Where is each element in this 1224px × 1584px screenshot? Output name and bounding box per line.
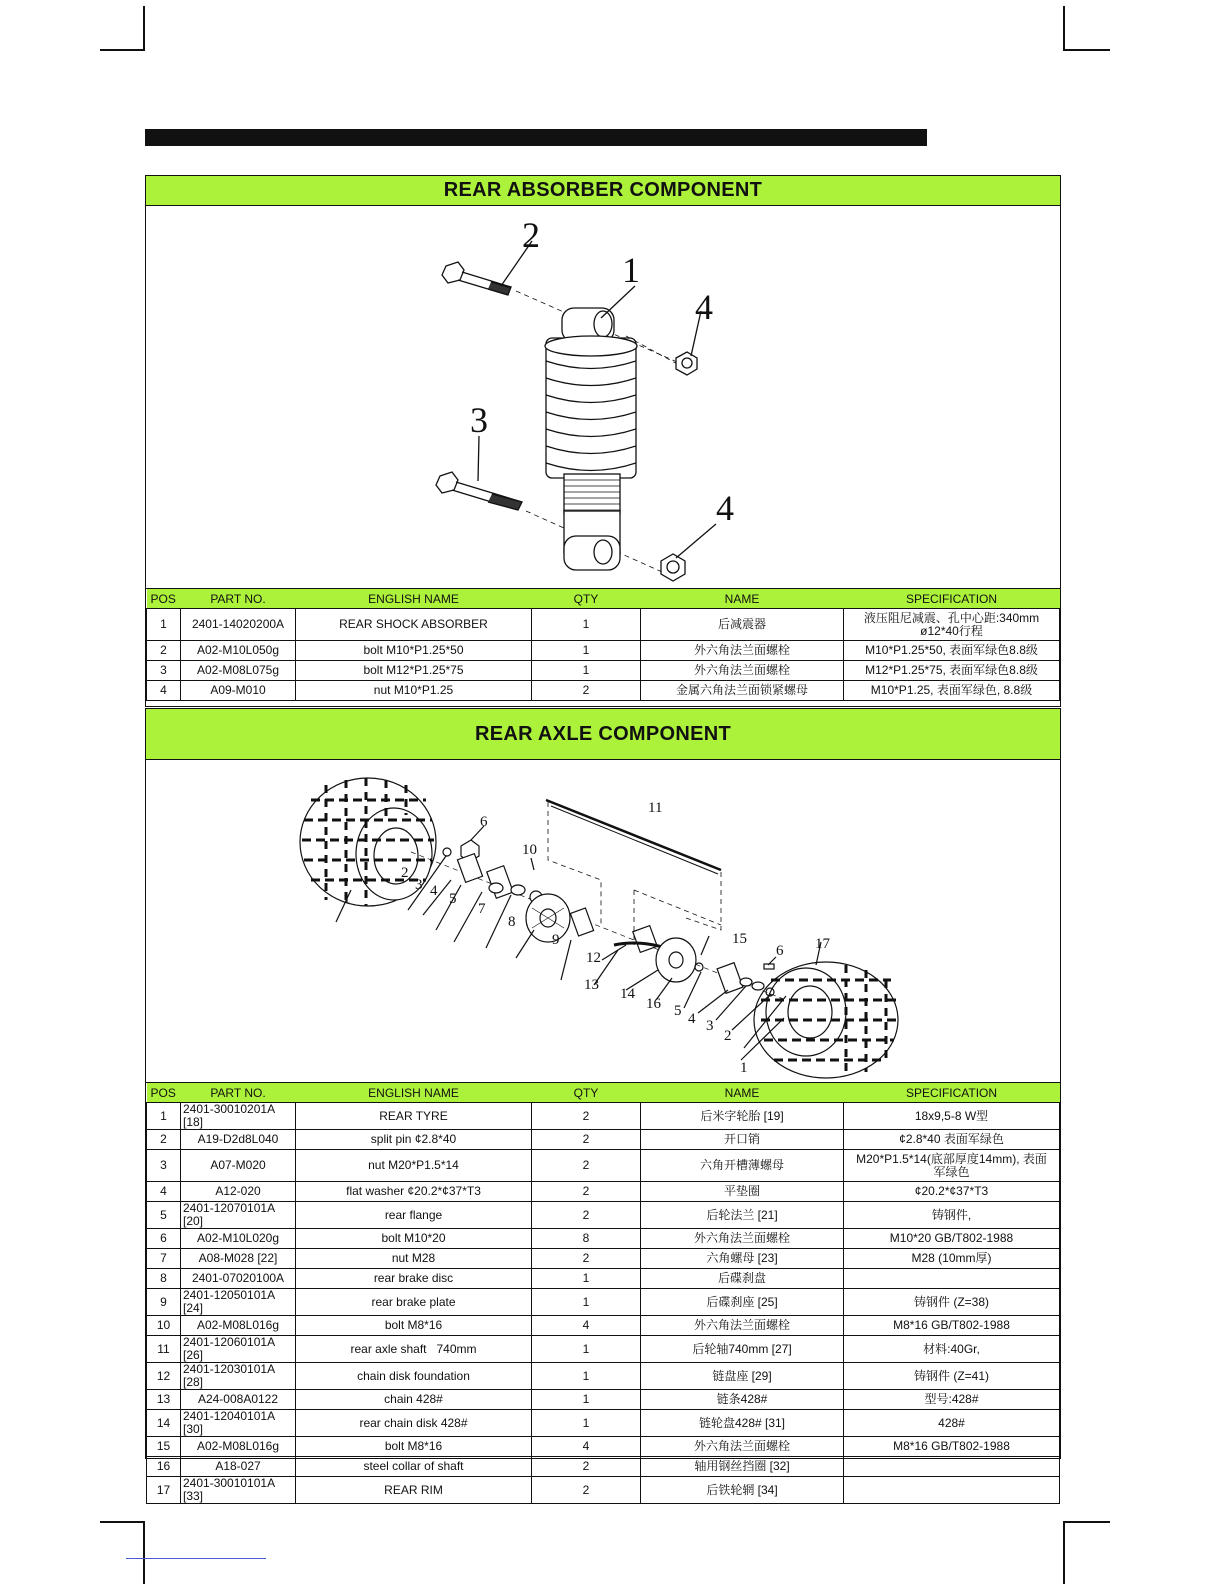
col-part-no: PART NO. xyxy=(181,589,296,609)
table-row: 2 A02-M10L050g bolt M10*P1.25*50 1 外六角法兰面螺栓 M10*P1.25*50, 表面军绿色8.8级 xyxy=(147,641,1060,661)
callout-16: 16 xyxy=(646,996,661,1012)
table-row: 9 2401-12050101A [24] rear brake plate 1 后碟刹座 [25] 铸钢件 (Z=38) xyxy=(147,1289,1060,1316)
callout-1: 1 xyxy=(622,250,640,290)
header-bar xyxy=(145,129,927,146)
rear-axle-title: REAR AXLE COMPONENT xyxy=(146,709,1060,760)
crop-mark-bottom-left-h xyxy=(100,1521,145,1523)
col-pos: POS xyxy=(147,1083,181,1103)
callout-4-top: 4 xyxy=(695,287,713,327)
callout-2-right: 2 xyxy=(724,1028,732,1044)
table-row: 10 A02-M08L016g bolt M8*16 4 外六角法兰面螺栓 M8*16 GB/T802-1988 xyxy=(147,1316,1060,1336)
rear-axle-section xyxy=(145,708,1061,1503)
callout-7: 7 xyxy=(478,901,486,917)
callout-4-bottom: 4 xyxy=(716,488,734,528)
crop-mark-top-left-h xyxy=(100,49,145,51)
rear-absorber-diagram xyxy=(146,206,1060,589)
crop-mark-top-right-h xyxy=(1063,49,1110,51)
table-row: 3 A02-M08L075g bolt M12*P1.25*75 1 外六角法兰面螺栓 M12*P1.25*75, 表面军绿色8.8级 xyxy=(147,661,1060,681)
table-row: 6 A02-M10L020g bolt M10*20 8 外六角法兰面螺栓 M10*20 GB/T802-1988 xyxy=(147,1229,1060,1249)
table-row: 17 2401-30010101A [33] REAR RIM 2 后铁轮辋 [34] xyxy=(147,1477,1060,1504)
table-row: 12 2401-12030101A [28] chain disk foundation 1 链盘座 [29] 铸钢件 (Z=41) xyxy=(147,1363,1060,1390)
col-qty: QTY xyxy=(532,589,641,609)
table-header-row xyxy=(147,589,1060,609)
crop-mark-bottom-right-v xyxy=(1063,1521,1065,1584)
table-row: 5 2401-12070101A [20] rear flange 2 后轮法兰 [21] 铸钢件, xyxy=(147,1202,1060,1229)
col-name: NAME xyxy=(641,1083,844,1103)
shock-absorber-drawing xyxy=(146,206,1059,589)
col-part-no: PART NO. xyxy=(181,1083,296,1103)
rear-axle-drawing xyxy=(146,760,1059,1083)
crop-mark-top-left-v xyxy=(143,6,145,51)
rear-absorber-section xyxy=(145,175,1061,707)
callout-17: 17 xyxy=(815,936,830,952)
table-row: 11 2401-12060101A [26] rear axle shaft 740mm 1 后轮轴740mm [27] 材料:40Gr, xyxy=(147,1336,1060,1363)
crop-mark-bottom-left-v xyxy=(143,1521,145,1584)
callout-5-right: 5 xyxy=(674,1003,682,1019)
callout-14: 14 xyxy=(620,986,635,1002)
callout-3-left: 3 xyxy=(415,877,423,893)
col-english-name: ENGLISH NAME xyxy=(296,589,532,609)
table-row: 13 A24-008A0122 chain 428# 1 链条428# 型号:428# xyxy=(147,1390,1060,1410)
callout-3-right: 3 xyxy=(706,1018,714,1034)
table-row: 1 2401-30010201A [18] REAR TYRE 2 后米字轮胎 [19] 18x9,5-8 W型 xyxy=(147,1103,1060,1130)
callout-1-left: 1 xyxy=(343,891,351,907)
callout-6-right: 6 xyxy=(776,943,784,959)
callout-3: 3 xyxy=(470,400,488,440)
callout-13: 13 xyxy=(584,977,599,993)
rear-absorber-title: REAR ABSORBER COMPONENT xyxy=(146,176,1060,206)
col-specification: SPECIFICATION xyxy=(844,589,1060,609)
col-pos: POS xyxy=(147,589,181,609)
table-row: 3 A07-M020 nut M20*P1.5*14 2 六角开槽薄螺母 M20*P1.5*14(底部厚度14mm), 表面 军绿色 xyxy=(147,1150,1060,1182)
table-row: 2 A19-D2d8L040 split pin ¢2.8*40 2 开口销 ¢2.8*40 表面军绿色 xyxy=(147,1130,1060,1150)
table-header-row xyxy=(147,1083,1060,1103)
callout-4-left: 4 xyxy=(430,883,438,899)
callout-11: 11 xyxy=(648,800,663,816)
table-row: 8 2401-07020100A rear brake disc 1 后碟刹盘 xyxy=(147,1269,1060,1289)
crop-mark-top-right-v xyxy=(1063,6,1065,51)
callout-12: 12 xyxy=(586,950,601,966)
rear-axle-parts-table xyxy=(146,1083,1060,1504)
callout-6-left: 6 xyxy=(480,814,488,830)
callout-4-right: 4 xyxy=(688,1011,696,1027)
callout-15: 15 xyxy=(732,931,747,947)
table-row: 14 2401-12040101A [30] rear chain disk 428# 1 链轮盘428# [31] 428# xyxy=(147,1410,1060,1437)
footer-link-underline xyxy=(126,1558,266,1559)
rear-absorber-parts-table xyxy=(146,589,1060,701)
col-english-name: ENGLISH NAME xyxy=(296,1083,532,1103)
table-row: 4 A09-M010 nut M10*P1.25 2 金属六角法兰面锁紧螺母 M10*P1.25, 表面军绿色, 8.8级 xyxy=(147,681,1060,701)
callout-9: 9 xyxy=(552,932,560,948)
table-row: 16 A18-027 steel collar of shaft 2 轴用钢丝挡圈 [32] xyxy=(147,1457,1060,1477)
callout-1-right: 1 xyxy=(740,1060,748,1076)
table-row: 7 A08-M028 [22] nut M28 2 六角螺母 [23] M28 (10mm厚) xyxy=(147,1249,1060,1269)
callout-10: 10 xyxy=(522,842,537,858)
rear-axle-diagram xyxy=(146,760,1060,1083)
table-row: 15 A02-M08L016g bolt M8*16 4 外六角法兰面螺栓 M8*16 GB/T802-1988 xyxy=(147,1437,1060,1457)
col-name: NAME xyxy=(641,589,844,609)
callout-2-left: 2 xyxy=(401,865,409,881)
col-specification: SPECIFICATION xyxy=(844,1083,1060,1103)
crop-mark-bottom-right-h xyxy=(1063,1521,1110,1523)
table-row: 1 2401-14020200A REAR SHOCK ABSORBER 1 后减震器 液压阻尼减震、孔中心距:340mm ø12*40行程 xyxy=(147,609,1060,641)
callout-5-left: 5 xyxy=(449,891,457,907)
callout-2: 2 xyxy=(522,215,540,255)
table-row: 4 A12-020 flat washer ¢20.2*¢37*T3 2 平垫圈 ¢20.2*¢37*T3 xyxy=(147,1182,1060,1202)
col-qty: QTY xyxy=(532,1083,641,1103)
callout-8: 8 xyxy=(508,914,516,930)
